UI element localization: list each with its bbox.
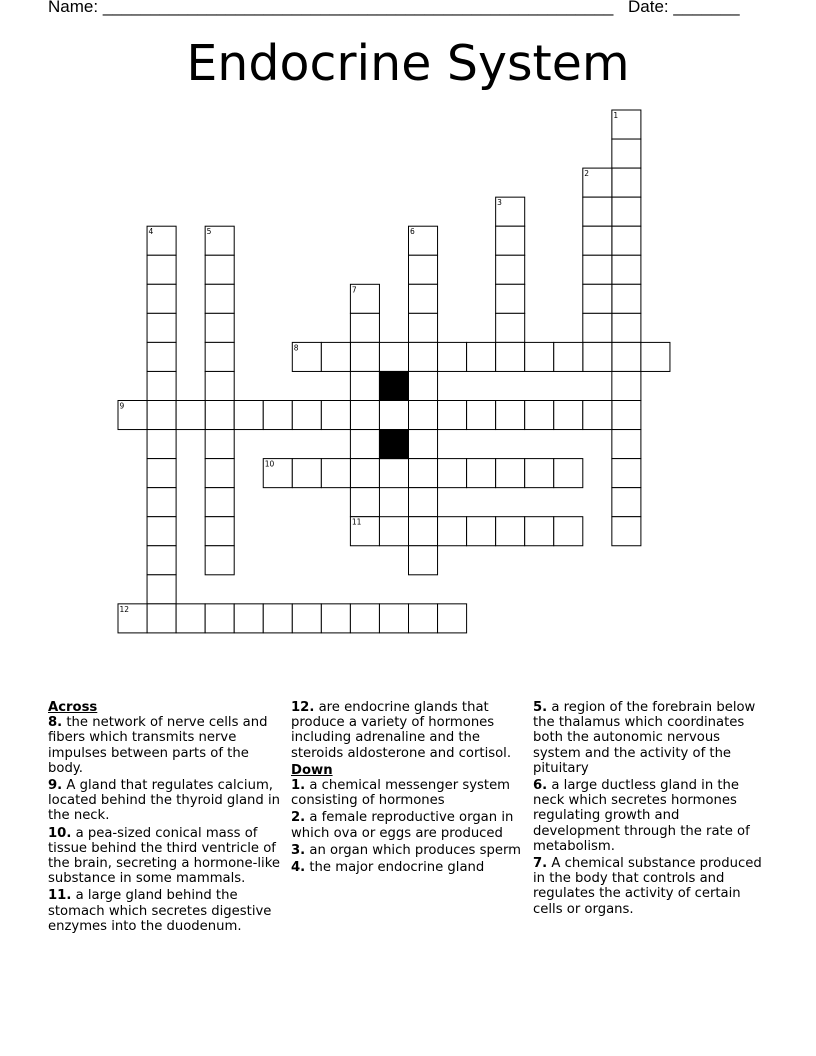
crossword-cell[interactable]	[525, 517, 554, 546]
crossword-cell[interactable]	[350, 313, 379, 342]
date-label: Date:	[628, 0, 669, 16]
clue-text: are endocrine glands that produce a variety of hormones including adrenaline and the steroids aldosterone and cortisol.	[291, 700, 512, 761]
crossword-cell[interactable]	[147, 342, 176, 371]
crossword-block	[379, 430, 408, 459]
crossword-cell[interactable]	[612, 401, 641, 430]
name-field-line[interactable]: ______________________________________________________	[102, 0, 614, 16]
cell-number: 2	[584, 169, 590, 179]
crossword-cell[interactable]	[147, 284, 176, 313]
crossword-cell[interactable]	[583, 255, 612, 284]
clue-number: 7.	[533, 856, 548, 872]
clue-number: 6.	[533, 778, 548, 794]
clue-number: 8.	[48, 715, 63, 731]
crossword-cell[interactable]	[379, 459, 408, 488]
crossword-cell[interactable]	[379, 401, 408, 430]
clue-number: 11.	[48, 888, 72, 904]
page-title: Endocrine System	[186, 35, 630, 92]
crossword-cell[interactable]	[234, 401, 263, 430]
crossword-cell[interactable]	[612, 459, 641, 488]
crossword-cell[interactable]	[612, 255, 641, 284]
crossword-cell[interactable]	[205, 342, 234, 371]
crossword-cell[interactable]	[554, 342, 583, 371]
clue-text: a region of the forebrain below the thalamus which coordinates both the autonomic nervous system and the activity of the pituitary	[533, 700, 756, 776]
crossword-cell[interactable]	[438, 517, 467, 546]
crossword-cell[interactable]	[147, 488, 176, 517]
crossword-cell[interactable]	[525, 401, 554, 430]
clue-text: the network of nerve cells and fibers which transmits nerve impulses between parts of the body.	[48, 715, 268, 776]
crossword-cell[interactable]	[321, 401, 350, 430]
clue-number: 1.	[291, 778, 306, 794]
crossword-cell[interactable]	[583, 313, 612, 342]
crossword-cell[interactable]	[350, 604, 379, 633]
crossword-cell[interactable]	[467, 517, 496, 546]
crossword-cell[interactable]	[409, 284, 438, 313]
crossword-cell[interactable]	[205, 546, 234, 575]
cell-number: 4	[148, 227, 154, 237]
crossword-cell[interactable]	[438, 459, 467, 488]
crossword-cell[interactable]	[147, 459, 176, 488]
clue-across-11	[48, 888, 282, 934]
clue-text: A gland that regulates calcium, located behind the thyroid gland in the neck.	[48, 778, 280, 824]
clue-number: 5.	[533, 700, 548, 715]
cell-number: 1	[613, 111, 619, 120]
crossword-cell[interactable]	[612, 313, 641, 342]
clue-text: a pea-sized conical mass of tissue behind the third ventricle of the brain, secreting a hormone-like substance in some mammals.	[48, 825, 280, 887]
crossword-cell[interactable]	[350, 342, 379, 371]
clue-down-7	[533, 856, 769, 917]
name-label: Name:	[48, 0, 99, 16]
crossword-cell[interactable]	[525, 342, 554, 371]
crossword-cell[interactable]	[496, 342, 525, 371]
cell-number: 8	[293, 343, 299, 353]
crossword-cell[interactable]	[147, 604, 176, 633]
crossword-cell[interactable]	[583, 226, 612, 255]
crossword-cell[interactable]	[438, 604, 467, 633]
crossword-cell[interactable]	[176, 604, 205, 633]
crossword-cell[interactable]	[496, 517, 525, 546]
crossword-cell[interactable]	[409, 517, 438, 546]
clue-text: an organ which produces sperm	[309, 842, 522, 858]
down-heading: Down	[291, 762, 333, 778]
crossword-cell[interactable]	[612, 197, 641, 226]
across-heading: Across	[48, 700, 98, 715]
clue-down-3	[291, 843, 527, 858]
clue-text: the major endocrine gland	[309, 860, 485, 876]
crossword-cell[interactable]	[409, 255, 438, 284]
crossword-cell[interactable]	[234, 604, 263, 633]
cell-number: 5	[206, 227, 212, 237]
crossword-cell[interactable]	[350, 459, 379, 488]
crossword-cell[interactable]	[496, 459, 525, 488]
crossword-cell[interactable]	[409, 430, 438, 459]
crossword-cell[interactable]	[612, 226, 641, 255]
crossword-cell[interactable]	[263, 604, 292, 633]
crossword-cell[interactable]	[467, 459, 496, 488]
crossword-cell[interactable]	[612, 430, 641, 459]
cell-number: 9	[119, 401, 125, 411]
crossword-cell[interactable]	[612, 284, 641, 313]
crossword-cell[interactable]	[467, 401, 496, 430]
crossword-cell[interactable]	[409, 459, 438, 488]
crossword-cell[interactable]	[176, 401, 205, 430]
crossword-cell[interactable]	[205, 604, 234, 633]
crossword-cell[interactable]	[496, 401, 525, 430]
crossword-cell[interactable]	[292, 604, 321, 633]
clue-down-2	[291, 810, 527, 840]
crossword-cell[interactable]	[583, 401, 612, 430]
crossword-cell[interactable]	[350, 430, 379, 459]
crossword-cell[interactable]	[147, 401, 176, 430]
crossword-cell[interactable]	[641, 342, 670, 371]
cell-number: 7	[351, 285, 357, 295]
clue-across-10	[48, 826, 282, 887]
crossword-cell[interactable]	[467, 342, 496, 371]
crossword-cell[interactable]	[205, 459, 234, 488]
cell-number: 11	[351, 517, 362, 527]
crossword-cell[interactable]	[612, 517, 641, 546]
cell-number: 12	[119, 604, 130, 614]
crossword-cell[interactable]	[205, 517, 234, 546]
clue-down-6	[533, 778, 769, 854]
crossword-cell[interactable]	[554, 459, 583, 488]
clue-number: 4.	[291, 860, 306, 876]
crossword-cell[interactable]	[205, 313, 234, 342]
clue-down-1	[291, 778, 527, 808]
crossword-cell[interactable]	[321, 459, 350, 488]
clue-number: 2.	[291, 810, 306, 826]
clue-number: 10.	[48, 825, 72, 841]
crossword-cell[interactable]	[205, 255, 234, 284]
crossword-cell[interactable]	[438, 401, 467, 430]
crossword-cell[interactable]	[583, 197, 612, 226]
cell-number: 3	[497, 198, 502, 208]
clue-number: 12.	[291, 700, 315, 715]
crossword-cell[interactable]	[147, 517, 176, 546]
crossword-cell[interactable]	[205, 401, 234, 430]
clue-text: A chemical substance produced in the body that controls and regulates the activity of certain cells or organs.	[533, 856, 762, 917]
crossword-cell[interactable]	[379, 342, 408, 371]
clue-across-9	[48, 778, 282, 824]
crossword-cell[interactable]	[205, 488, 234, 517]
crossword-cell[interactable]	[321, 604, 350, 633]
crossword-cell[interactable]	[205, 430, 234, 459]
crossword-cell[interactable]	[292, 401, 321, 430]
crossword-cell[interactable]	[292, 459, 321, 488]
clue-text: a female reproductive organ in which ova or eggs are produced	[291, 810, 514, 841]
crossword-cell[interactable]	[321, 342, 350, 371]
crossword-cell[interactable]	[612, 168, 641, 197]
crossword-cell[interactable]	[438, 342, 467, 371]
crossword-cell[interactable]	[612, 139, 641, 168]
crossword-cell[interactable]	[554, 517, 583, 546]
clue-across-12	[291, 700, 527, 761]
crossword-cell[interactable]	[147, 430, 176, 459]
cell-number: 10	[264, 459, 275, 469]
clue-across-8	[48, 715, 282, 776]
crossword-cell[interactable]	[409, 371, 438, 400]
crossword-cell[interactable]	[147, 575, 176, 604]
crossword-cell[interactable]	[147, 546, 176, 575]
clue-number: 3.	[291, 842, 306, 858]
crossword-cell[interactable]	[350, 488, 379, 517]
clue-column-3	[533, 700, 769, 919]
clue-down-4	[291, 860, 527, 875]
date-field-line[interactable]: _______	[673, 0, 740, 16]
clue-text: a large ductless gland in the neck which secretes hormones regulating growth and development through the rate of metabolism.	[533, 778, 750, 854]
crossword-cell[interactable]	[612, 371, 641, 400]
crossword-cell[interactable]	[612, 488, 641, 517]
crossword-cell[interactable]	[496, 226, 525, 255]
crossword-cell[interactable]	[147, 255, 176, 284]
crossword-cell[interactable]	[147, 371, 176, 400]
crossword-cell[interactable]	[525, 459, 554, 488]
crossword-block	[379, 371, 408, 400]
crossword-cell[interactable]	[350, 401, 379, 430]
clue-text: a large gland behind the stomach which secretes digestive enzymes into the duodenum.	[48, 888, 272, 934]
crossword-cell[interactable]	[409, 401, 438, 430]
crossword-cell[interactable]	[263, 401, 292, 430]
crossword-cell[interactable]	[205, 371, 234, 400]
crossword-cell[interactable]	[554, 401, 583, 430]
clue-column-1	[48, 700, 282, 936]
crossword-cell[interactable]	[409, 342, 438, 371]
crossword-cell[interactable]	[379, 604, 408, 633]
crossword-cell[interactable]	[583, 284, 612, 313]
clue-down-5	[533, 700, 769, 776]
clue-column-2	[291, 700, 527, 877]
crossword-cell[interactable]	[496, 284, 525, 313]
crossword-cell[interactable]	[612, 342, 641, 371]
crossword-cell[interactable]	[205, 284, 234, 313]
crossword-cell[interactable]	[583, 342, 612, 371]
crossword-cell[interactable]	[409, 488, 438, 517]
crossword-cell[interactable]	[496, 255, 525, 284]
crossword-cell[interactable]	[409, 313, 438, 342]
cell-number: 6	[410, 227, 415, 237]
crossword-cell[interactable]	[379, 517, 408, 546]
crossword-cell[interactable]	[409, 604, 438, 633]
crossword-cell[interactable]	[350, 371, 379, 400]
crossword-cell[interactable]	[496, 313, 525, 342]
clue-number: 9.	[48, 778, 63, 794]
crossword-cell[interactable]	[409, 546, 438, 575]
clue-text: a chemical messenger system consisting of hormones	[291, 778, 511, 809]
crossword-cell[interactable]	[147, 313, 176, 342]
